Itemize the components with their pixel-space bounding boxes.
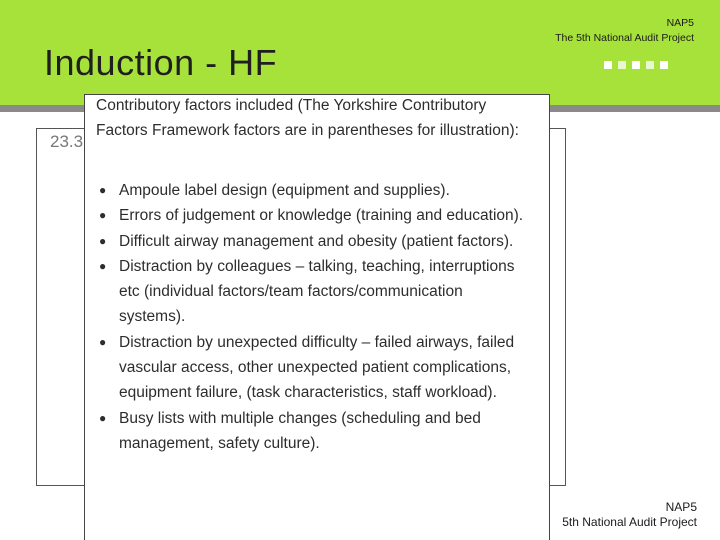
brand-top-line2: The 5th National Audit Project	[555, 32, 694, 44]
list-item-text: Difficult airway management and obesity (patient factors).	[119, 232, 514, 250]
list-item	[96, 203, 532, 228]
list-item-text: Errors of judgement or knowledge (training and education).	[119, 207, 524, 225]
list-item	[96, 330, 532, 406]
intro-text: Contributory factors included (The Yorkshire Contributory Factors Framework factors are in parentheses for illustration):	[96, 97, 519, 139]
square-icon	[604, 61, 612, 69]
brand-bottom-line1: NAP5	[665, 500, 697, 514]
list-item-text: Ampoule label design (equipment and supplies).	[119, 182, 450, 199]
list-item-text: Distraction by colleagues – talking, teaching, interruptions etc (individual factors/team factors/communication systems).	[119, 257, 515, 326]
square-icon	[646, 61, 654, 69]
decorative-squares	[604, 61, 668, 69]
slide-title: Induction - HF	[44, 42, 278, 83]
bullet-icon: ●	[99, 183, 107, 197]
bullet-icon: ●	[99, 334, 107, 349]
brand-bottom	[546, 500, 697, 530]
bullet-icon: ●	[99, 410, 107, 425]
factor-list	[96, 178, 532, 456]
bullet-icon: ●	[99, 208, 107, 223]
list-item-text: Busy lists with multiple changes (scheduling and bed management, safety culture).	[119, 409, 481, 452]
bullet-icon: ●	[99, 258, 107, 273]
list-item	[96, 254, 532, 330]
square-icon	[632, 61, 640, 69]
square-icon	[660, 61, 668, 69]
list-item	[96, 406, 532, 457]
bullet-icon: ●	[99, 233, 107, 248]
brand-bottom-line2: 5th National Audit Project	[562, 515, 697, 529]
list-item	[96, 178, 532, 203]
list-item	[96, 229, 532, 254]
brand-top	[555, 16, 694, 46]
background-slide-number: 23.3	[50, 132, 84, 151]
square-icon	[618, 61, 626, 69]
brand-top-line1: NAP5	[666, 17, 694, 29]
list-item-text: Distraction by unexpected difficulty – failed airways, failed vascular access, other unexpected patient complications, equipment failure, (task characteristics, staff workload).	[119, 333, 515, 402]
